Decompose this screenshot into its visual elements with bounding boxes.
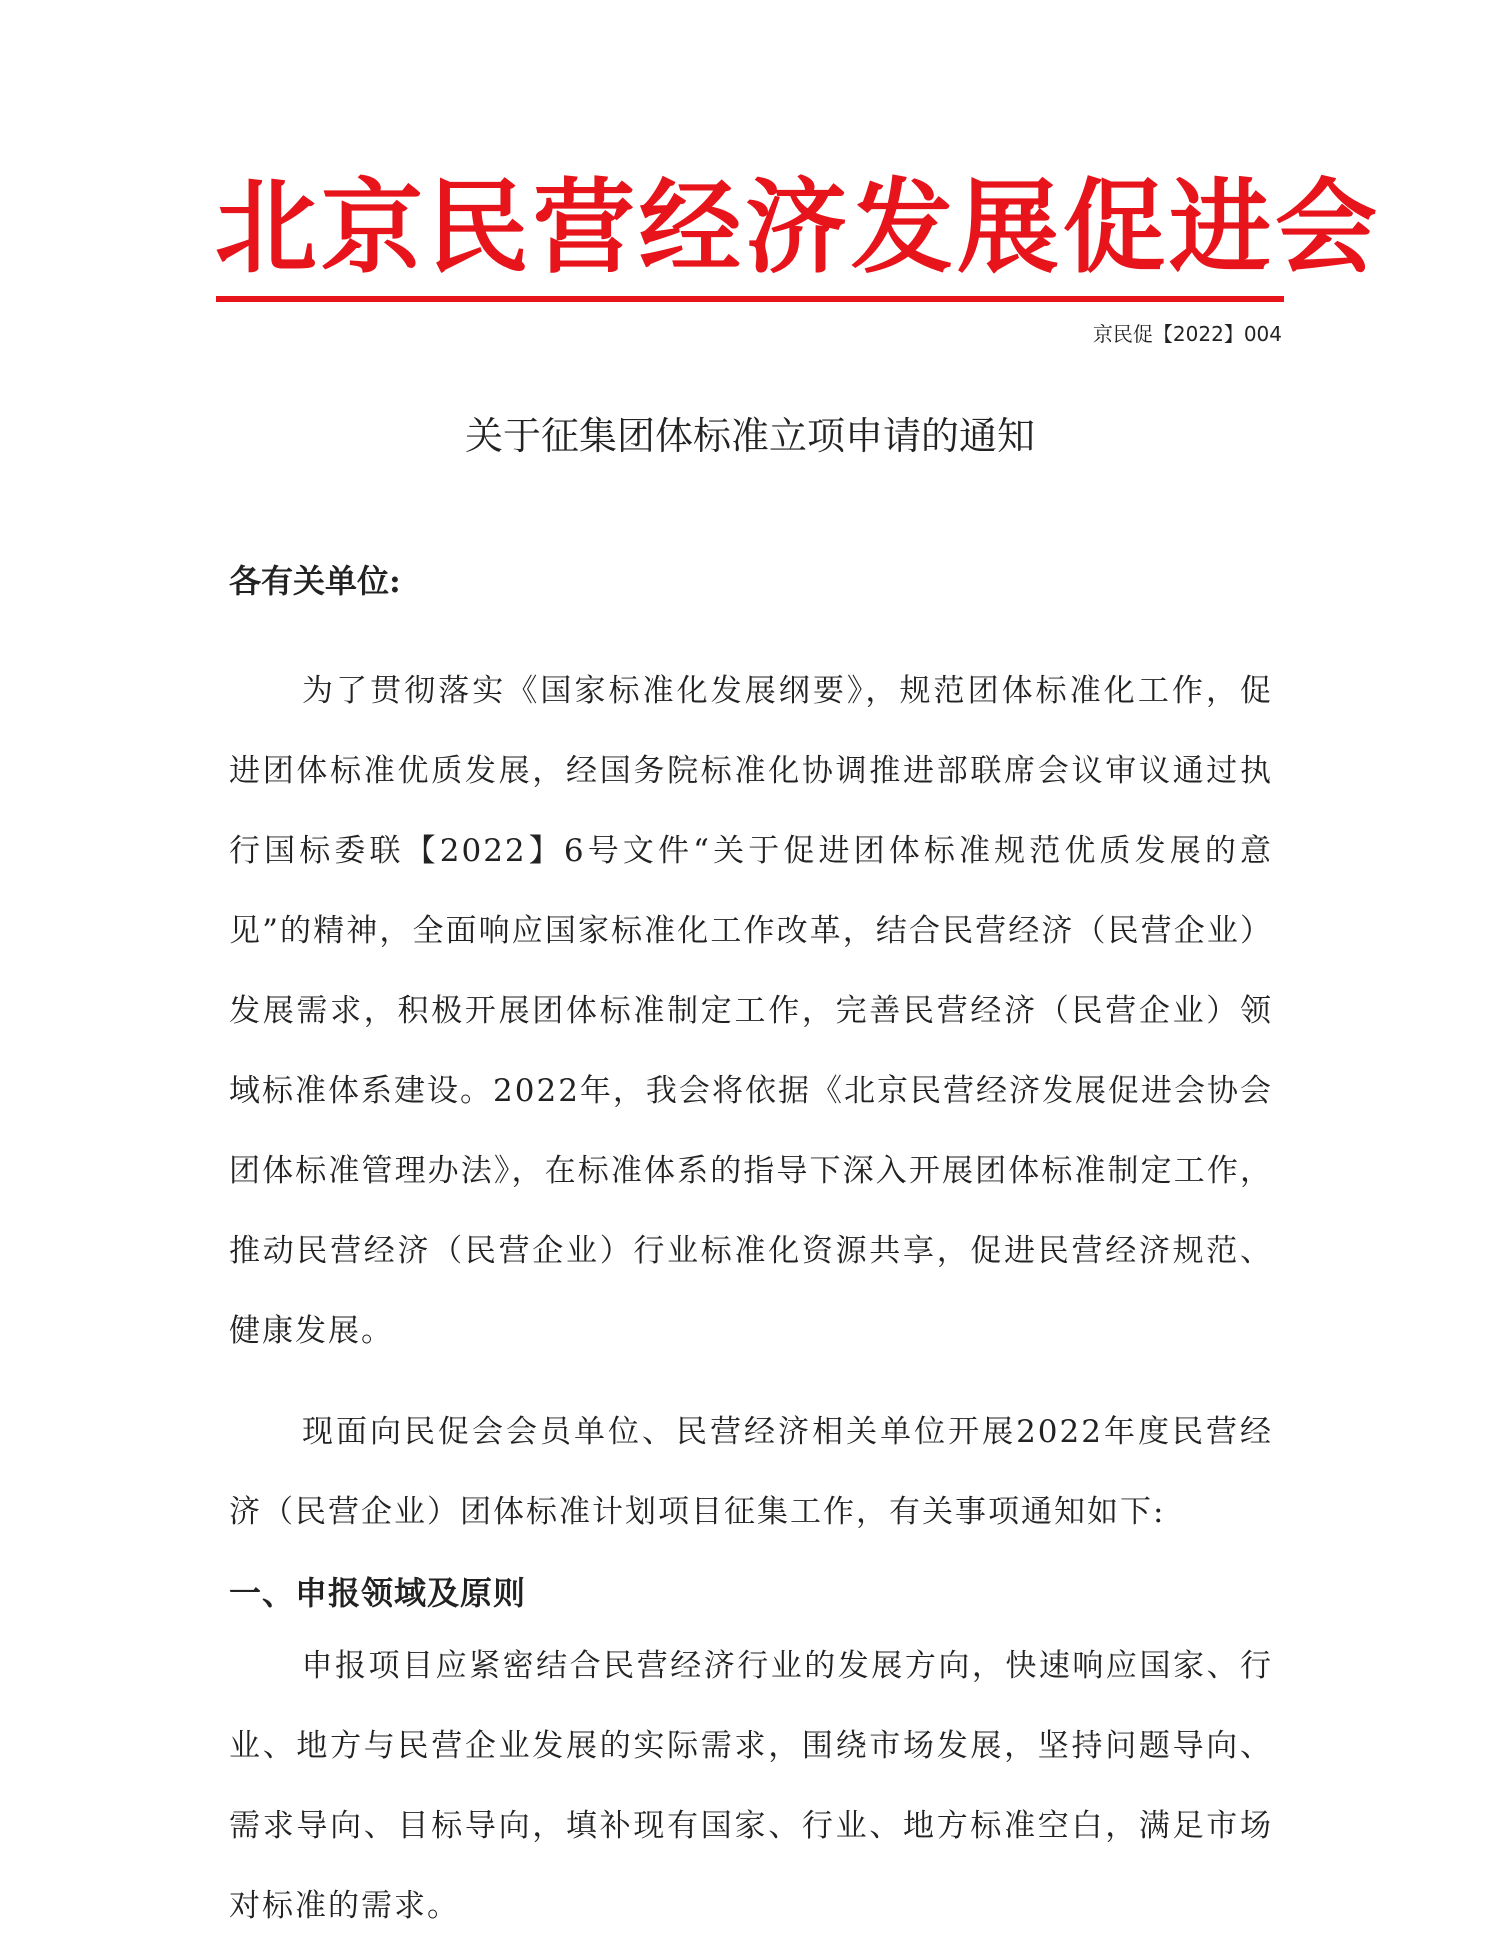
paragraph-1-text: 为了贯彻落实《国家标准化发展纲要》，规范团体标准化工作，促进团体标准优质发展，经国务院标准化协调推进部联席会议审议通过执行国标委联【2022】6号文件“关于促进团体标准规范优质发展的意见”的精神，全面响应国家标准化工作改革，结合民营经济（民营企业）发展需求，积极开展团体标准制定工作，完善民营经济（民营企业）领域标准体系建设。2022年，我会将依据《北京民营经济发展促进会协会团体标准管理办法》，在标准体系的指导下深入开展团体标准制定工作，推动民营经济（民营企业）行业标准化资源共享，促进民营经济规范、健康发展。	[229, 673, 1273, 1349]
notice-title: 关于征集团体标准立项申请的通知	[464, 414, 1035, 458]
document-number: 京民促【2022】004	[1092, 322, 1282, 346]
organization-letterhead: 北京民营经济发展促进会	[215, 168, 1381, 288]
paragraph-2-text: 现面向民促会会员单位、民营经济相关单位开展2022年度民营经济（民营企业）团体标准计划项目征集工作，有关事项通知如下:	[229, 1414, 1273, 1530]
body-paragraph-2	[229, 1392, 1273, 1552]
paragraph-3-text: 申报项目应紧密结合民营经济行业的发展方向，快速响应国家、行业、地方与民营企业发展的实际需求，围绕市场发展，坚持问题导向、需求导向、目标导向，填补现有国家、行业、地方标准空白，满足市场对标准的需求。	[229, 1648, 1273, 1924]
salutation: 各有关单位:	[229, 562, 401, 600]
body-paragraph-1	[229, 651, 1273, 1371]
section-heading-1: 一、申报领域及原则	[229, 1574, 527, 1612]
body-paragraph-3	[229, 1626, 1273, 1946]
letterhead-divider	[216, 296, 1284, 302]
